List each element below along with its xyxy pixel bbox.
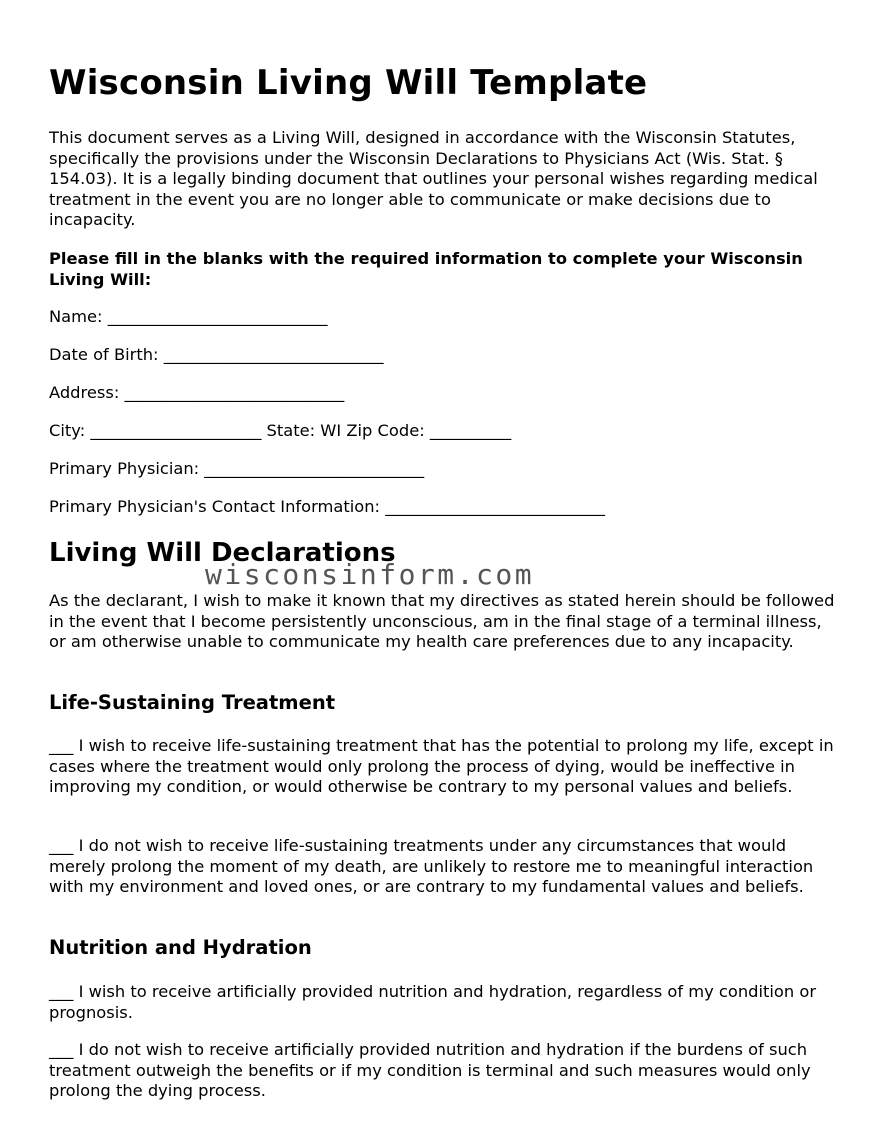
declarations-heading: Living Will Declarations	[49, 538, 396, 568]
document-title: Wisconsin Living Will Template	[49, 63, 648, 103]
instructions: Please fill in the blanks with the required information to complete your Wisconsin Living Will:	[49, 249, 803, 289]
watermark: wisconsinform.com	[205, 558, 535, 591]
name-field[interactable]: Name: ___________________________	[49, 307, 328, 326]
date-of-birth-field[interactable]: Date of Birth: ___________________________	[49, 345, 384, 364]
physician-contact-field[interactable]: Primary Physician's Contact Information: ___________________________	[49, 497, 605, 516]
nutrition-option-1[interactable]: ___ I wish to receive artificially provided nutrition and hydration, regardless of my condition or prognosis.	[49, 982, 817, 1022]
nutrition-heading: Nutrition and Hydration	[49, 936, 312, 959]
intro-paragraph: This document serves as a Living Will, designed in accordance with the Wisconsin Statutes, specifically the provisions under the Wisconsin Declarations to Physicians Act (Wis. Stat. § 154.03). It is a legally binding document that outlines your personal wishes regarding medical treatment in the event you are no longer able to communicate or make decisions due to incapacity.	[49, 128, 818, 230]
address-field[interactable]: Address: ___________________________	[49, 383, 345, 402]
life-sustaining-option-1[interactable]: ___ I wish to receive life-sustaining treatment that has the potential to prolong my life, except in cases where the treatment would only prolong the process of dying, would be ineffective in improving my condition, or would otherwise be contrary to my personal values and beliefs.	[49, 736, 834, 797]
life-sustaining-heading: Life-Sustaining Treatment	[49, 691, 336, 714]
declarations-paragraph: As the declarant, I wish to make it known that my directives as stated herein should be followed in the event that I become persistently unconscious, am in the final stage of a terminal illness, or am otherwise unable to communicate my health care preferences due to any incapacity.	[49, 591, 835, 652]
city-state-zip-field[interactable]: City: _____________________ State: WI Zip Code: __________	[49, 421, 512, 440]
primary-physician-field[interactable]: Primary Physician: ___________________________	[49, 459, 425, 478]
nutrition-option-2[interactable]: ___ I do not wish to receive artificially provided nutrition and hydration if the burdens of such treatment outweigh the benefits or if my condition is terminal and such measures would only prolong the dying process.	[49, 1040, 811, 1101]
life-sustaining-option-2[interactable]: ___ I do not wish to receive life-sustaining treatments under any circumstances that would merely prolong the moment of my death, are unlikely to restore me to meaningful interaction with my environment and loved ones, or are contrary to my fundamental values and beliefs.	[49, 836, 814, 897]
